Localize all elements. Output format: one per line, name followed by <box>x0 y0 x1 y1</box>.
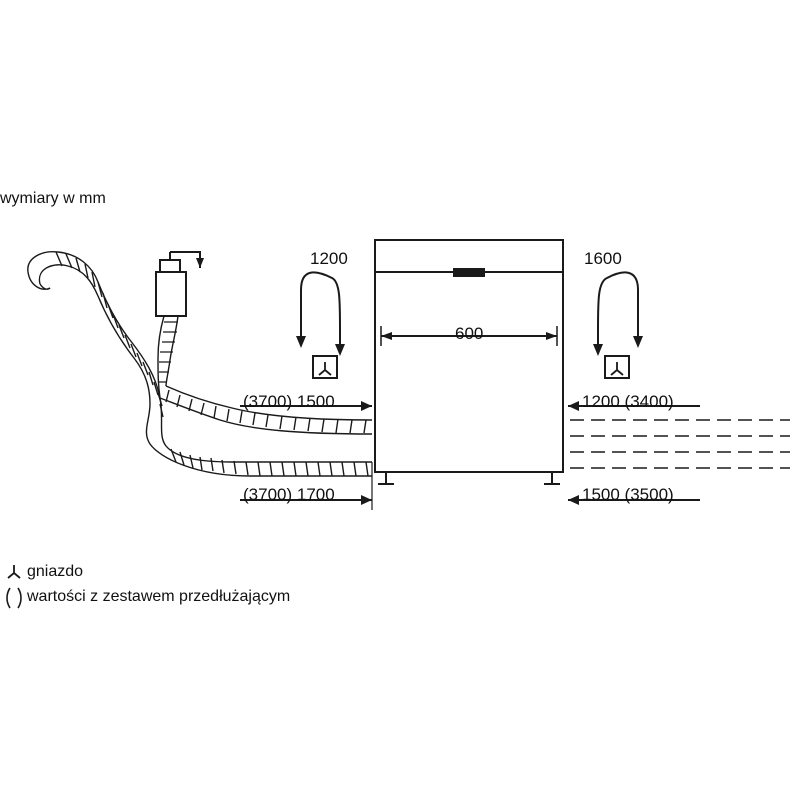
supply-lines-right <box>570 420 790 468</box>
label-right-mid: 1200 (3400) <box>582 392 674 411</box>
drain-hose-left <box>28 252 372 476</box>
leader-right-top <box>593 272 643 356</box>
label-right-top: 1600 <box>584 249 622 268</box>
label-left-bottom: (3700) 1700 <box>243 485 335 504</box>
units-note: wymiary w mm <box>0 190 106 207</box>
legend-socket-icon <box>8 565 20 578</box>
leader-left-top <box>296 272 345 356</box>
legend-item-socket: gniazdo <box>27 563 84 580</box>
socket-symbol-right <box>605 356 629 378</box>
label-width: 600 <box>455 324 484 343</box>
dishwasher-outline <box>375 240 563 484</box>
label-right-bottom: 1500 (3500) <box>582 485 674 504</box>
socket-symbol-left <box>313 356 337 378</box>
legend-parenthesis-icon <box>7 588 21 608</box>
label-left-mid: (3700) 1500 <box>243 392 335 411</box>
aquastop-valve-box <box>156 252 204 398</box>
label-left-top: 1200 <box>310 249 348 268</box>
legend-item-extension: wartości z zestawem przedłużającym <box>27 588 291 605</box>
